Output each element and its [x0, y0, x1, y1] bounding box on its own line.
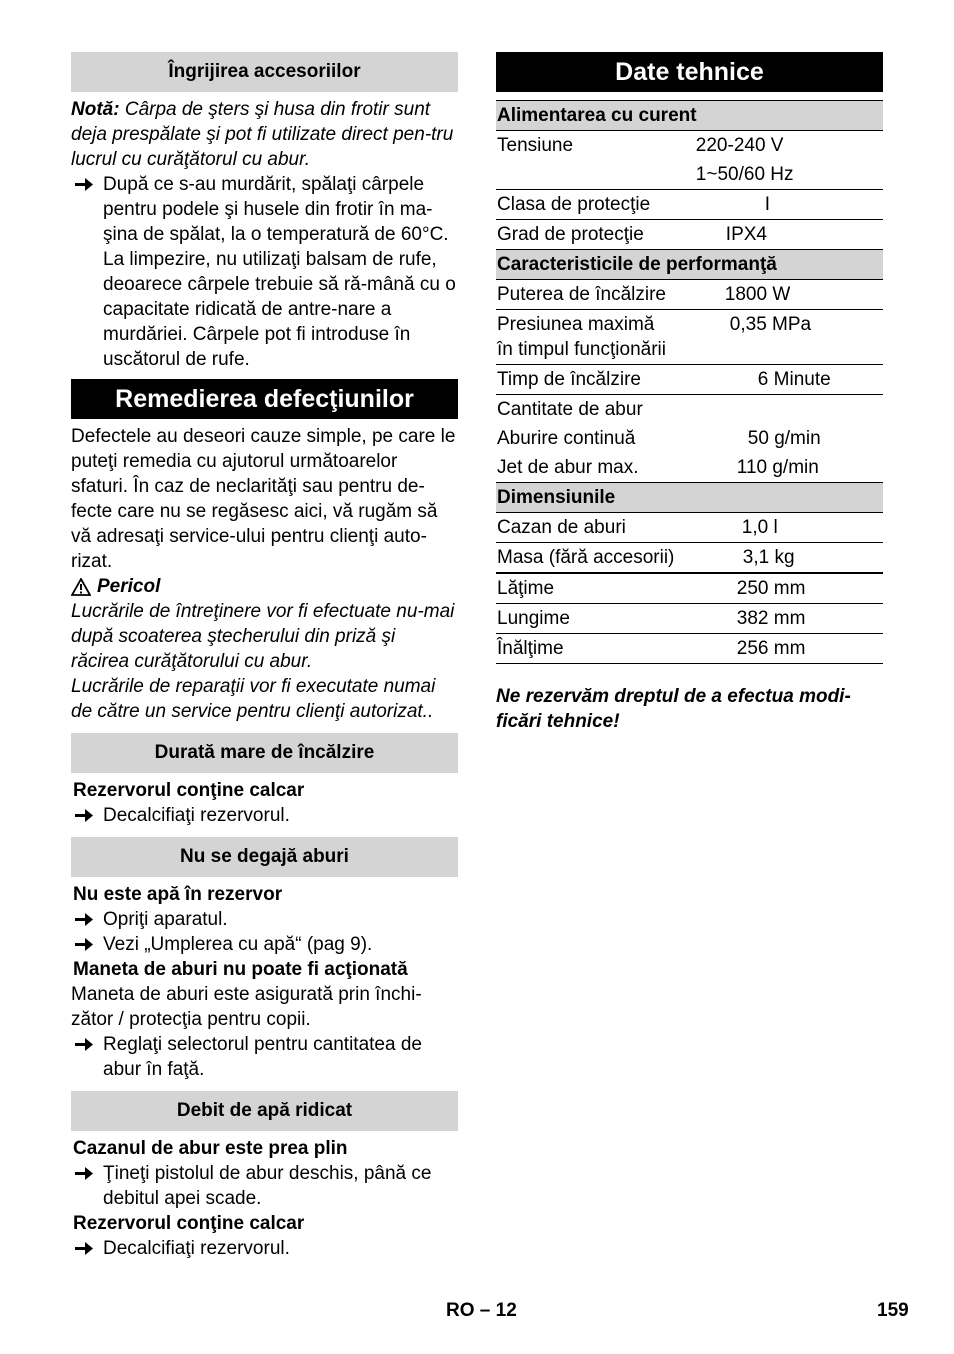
steam-heading: Nu se degajă aburi: [71, 837, 458, 877]
arrow-right-icon: [73, 907, 95, 932]
rights-note: Ne rezervăm dreptul de a efectua modi-ficări tehnice!: [496, 686, 851, 732]
perf-section: Caracteristicile de performanţă: [496, 250, 883, 280]
danger-label: Pericol: [97, 576, 161, 597]
warning-triangle-icon: [71, 578, 91, 596]
arrow-right-icon: [73, 803, 95, 828]
trouble-intro: Defectele au deseori cauze simple, pe care le puteţi remedia cu ajutorul următoarelor sfaturi. În caz de neclarităţi sau pentru de-fecte care nu se regăsesc aici, vă rugăm să vă adresaţi service-ului pentru clienţi auto-rizat.: [71, 426, 456, 572]
care-heading: Îngrijirea accesoriilor: [71, 52, 458, 92]
water-sub-2: Rezervorul conţine calcar: [73, 1213, 305, 1234]
steam-sub-1: Nu este apă în rezervor: [73, 884, 283, 905]
trouble-heading: Remedierea defecţiunilor: [71, 379, 458, 419]
table-row: Aburire continuă 50 g/min: [497, 428, 821, 449]
page-number: 159: [877, 1300, 909, 1321]
tech-data-table: [496, 100, 883, 664]
table-section-row: [496, 250, 883, 280]
steam-bullet-3: Reglaţi selectorul pentru cantitatea de abur în faţă.: [71, 1032, 458, 1082]
water-heading: Debit de apă ridicat: [71, 1091, 458, 1131]
right-column: [496, 52, 883, 734]
table-row: Cantitate de abur: [497, 399, 643, 420]
care-bullet: După ce s-au murdărit, spălaţi cârpele pentru podele şi husele din frotir în ma-şina de spălat, la o temperatură de 60°C. La limpezire, nu utilizaţi balsam de rufe, deoarece cârpele trebuie să ră-mână cu o capacitate ridicată de antre-nare a murdăriei. Cârpele pot fi introduse în uscătorul de rufe.: [71, 172, 458, 372]
left-column: [71, 52, 458, 1261]
arrow-right-icon: [73, 1161, 95, 1186]
table-section-row: [496, 101, 883, 131]
table-section-row: [496, 483, 883, 513]
danger-label-row: [71, 574, 458, 599]
table-row: Grad de protecţie IPX4: [496, 220, 883, 250]
table-row: Presiunea maximă în timpul funcţionării 0,35 MPa: [496, 310, 883, 365]
danger-text-2: Lucrările de reparaţii vor fi executate numai de către un service pentru clienţi autorizat..: [71, 676, 436, 722]
table-row: Jet de abur max. 110 g/min: [497, 457, 819, 478]
power-section: Alimentarea cu curent: [496, 101, 883, 131]
note-text: Cârpa de şters şi husa din frotir sunt deja prespălate şi pot fi utilizate direct pen-tru lucrul cu curăţătorul cu abur.: [71, 99, 454, 170]
table-row: Înălţime 256 mm: [496, 634, 883, 664]
heat-bullet: Decalcifiaţi rezervorul.: [71, 803, 458, 828]
table-row: Clasa de protecţie I: [496, 190, 883, 220]
table-row: 1~50/60 Hz: [695, 164, 794, 185]
steam-bullet-1: Opriţi aparatul.: [71, 907, 458, 932]
table-row: Lungime 382 mm: [496, 604, 883, 634]
steam-sub-2: Maneta de aburi nu poate fi acţionată: [73, 959, 408, 980]
tech-heading: Date tehnice: [496, 52, 883, 92]
arrow-right-icon: [73, 932, 95, 957]
care-note: [71, 97, 458, 172]
arrow-right-icon: [73, 172, 95, 197]
danger-text-1: Lucrările de întreţinere vor fi efectuate nu-mai după scoaterea ştecherului din priză şi răcirea curăţătorului cu abur.: [71, 601, 455, 672]
dim-section: Dimensiunile: [496, 483, 883, 513]
table-row: Puterea de încălzire 1800 W: [496, 280, 883, 310]
steam-bullet-2: Vezi „Umplerea cu apă“ (pag 9).: [71, 932, 458, 957]
table-row: Timp de încălzire 6 Minute: [496, 365, 883, 395]
water-sub-1: Cazanul de abur este prea plin: [73, 1138, 348, 1159]
table-row: Masa (fără accesorii) 3,1 kg: [497, 547, 795, 568]
arrow-right-icon: [73, 1032, 95, 1057]
page-label: RO – 12: [446, 1300, 517, 1321]
table-row: Cazan de aburi 1,0 l: [496, 513, 883, 543]
heat-sub: Rezervorul conţine calcar: [73, 780, 305, 801]
steam-text-2: Maneta de aburi este asigurată prin închi-zător / protecţia pentru copii.: [71, 984, 422, 1030]
arrow-right-icon: [73, 1236, 95, 1261]
table-row: Lăţime 250 mm: [496, 573, 883, 604]
note-label: Notă:: [71, 99, 120, 120]
table-row: Tensiune 220-240 V: [497, 135, 784, 156]
water-bullet-2: Decalcifiaţi rezervorul.: [71, 1236, 458, 1261]
heat-heading: Durată mare de încălzire: [71, 733, 458, 773]
water-bullet-1: Ţineţi pistolul de abur deschis, până ce debitul apei scade.: [71, 1161, 458, 1211]
